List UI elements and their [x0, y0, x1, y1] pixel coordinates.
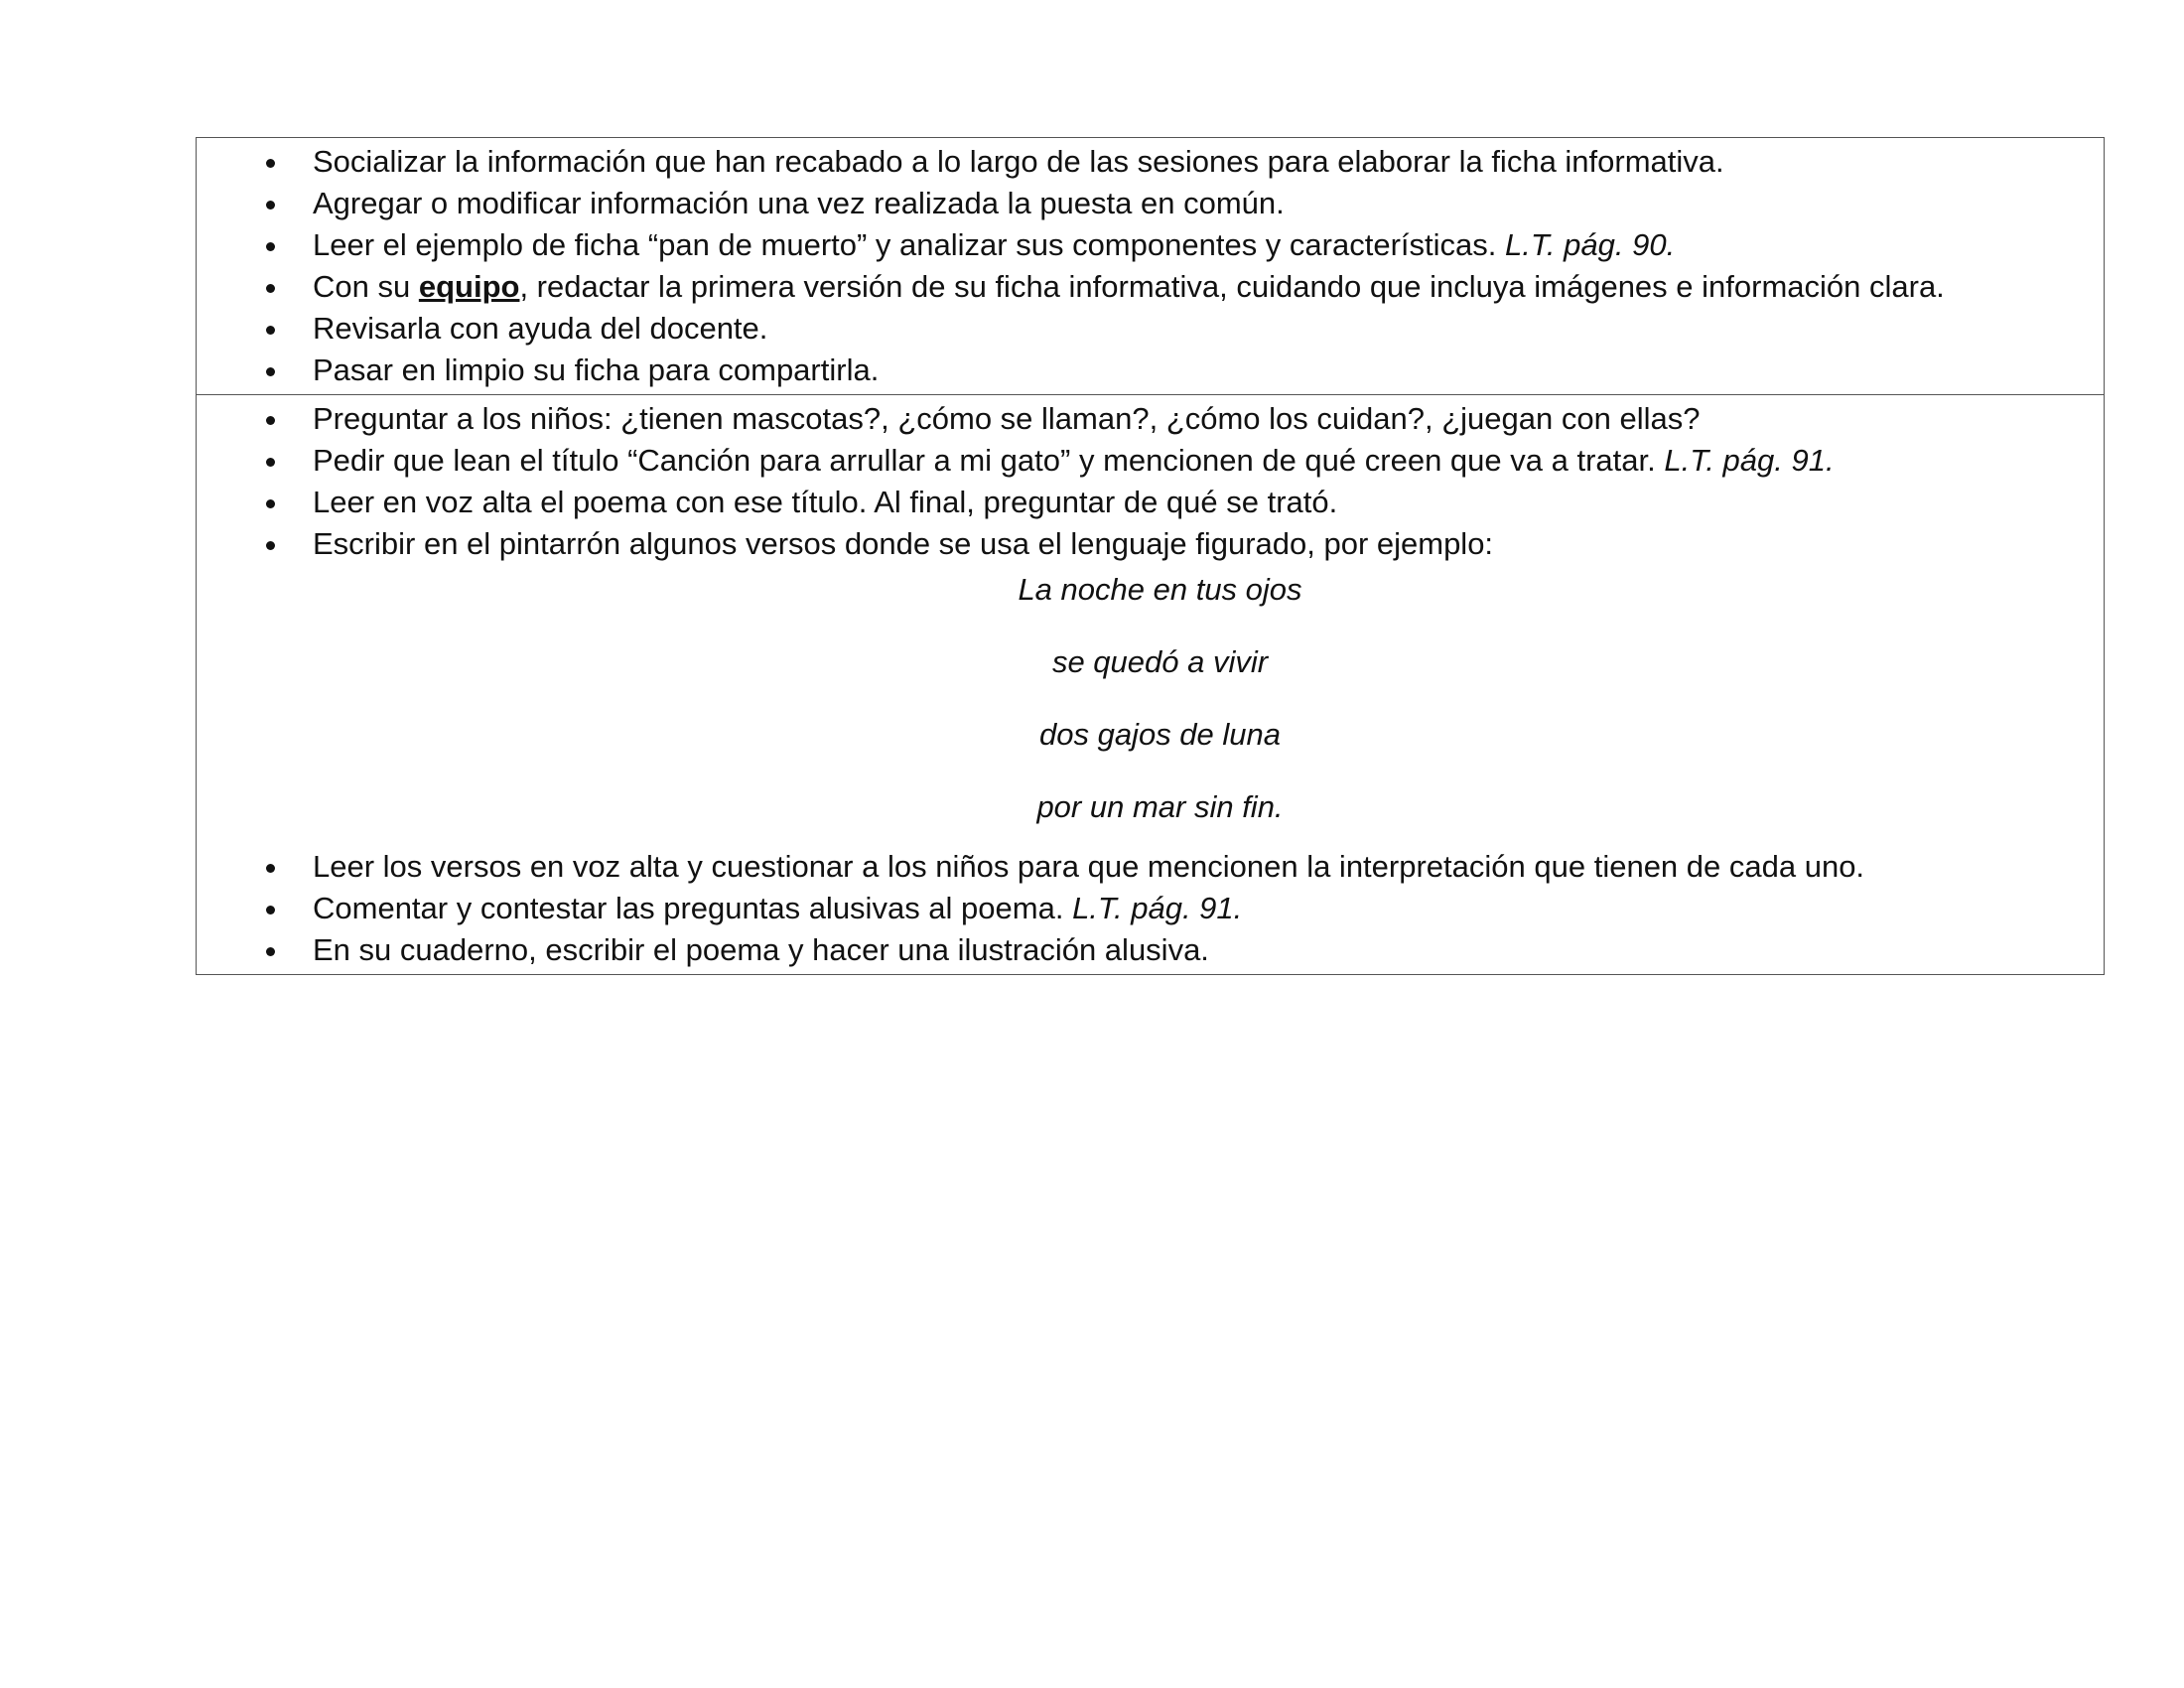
list-item: Pasar en limpio su ficha para compartirla. [197, 350, 2104, 391]
textbook-reference: L.T. pág. 91. [1664, 443, 1835, 478]
poem-verse: por un mar sin fin. [1036, 789, 1284, 824]
textbook-reference: L.T. pág. 90. [1504, 227, 1676, 262]
list-item: Agregar o modificar información una vez realizada la puesta en común. [197, 183, 2104, 224]
activities-table [196, 137, 2105, 975]
list-item: Socializar la información que han recabado a lo largo de las sesiones para elaborar la ficha informativa. [197, 141, 2104, 183]
list-item: Pedir que lean el título “Canción para arrullar a mi gato” y mencionen de qué creen que va a tratar. L.T. pág. 91. [197, 440, 2104, 482]
list-item: Escribir en el pintarrón algunos versos donde se usa el lenguaje figurado, por ejemplo: [197, 523, 2104, 565]
poem-verse: La noche en tus ojos [1018, 572, 1302, 607]
list-item: Con su equipo, redactar la primera versión de su ficha informativa, cuidando que incluya imágenes e información clara. [197, 266, 2104, 308]
list-item: Revisarla con ayuda del docente. [197, 308, 2104, 350]
emphasis-equipo: equipo [418, 269, 520, 304]
activity-list [197, 846, 2104, 971]
table-row-ficha-informativa [197, 138, 2104, 394]
activity-list [197, 141, 2104, 391]
poem-verse: se quedó a vivir [1051, 644, 1269, 679]
list-item: Leer los versos en voz alta y cuestionar a los niños para que mencionen la interpretación que tienen de cada uno. [197, 846, 2104, 888]
activity-list [197, 398, 2104, 565]
textbook-reference: L.T. pág. 91. [1072, 891, 1243, 925]
list-item: Leer el ejemplo de ficha “pan de muerto” y analizar sus componentes y características. L.T. pág. 90. [197, 224, 2104, 266]
list-item: Comentar y contestar las preguntas alusivas al poema. L.T. pág. 91. [197, 888, 2104, 929]
poem-verse: dos gajos de luna [1038, 717, 1282, 752]
poem-verses [197, 565, 2104, 846]
table-row-poema [197, 394, 2104, 974]
list-item: En su cuaderno, escribir el poema y hacer una ilustración alusiva. [197, 929, 2104, 971]
list-item: Leer en voz alta el poema con ese título. Al final, preguntar de qué se trató. [197, 482, 2104, 523]
list-item: Preguntar a los niños: ¿tienen mascotas?, ¿cómo se llaman?, ¿cómo los cuidan?, ¿juegan con ellas? [197, 398, 2104, 440]
